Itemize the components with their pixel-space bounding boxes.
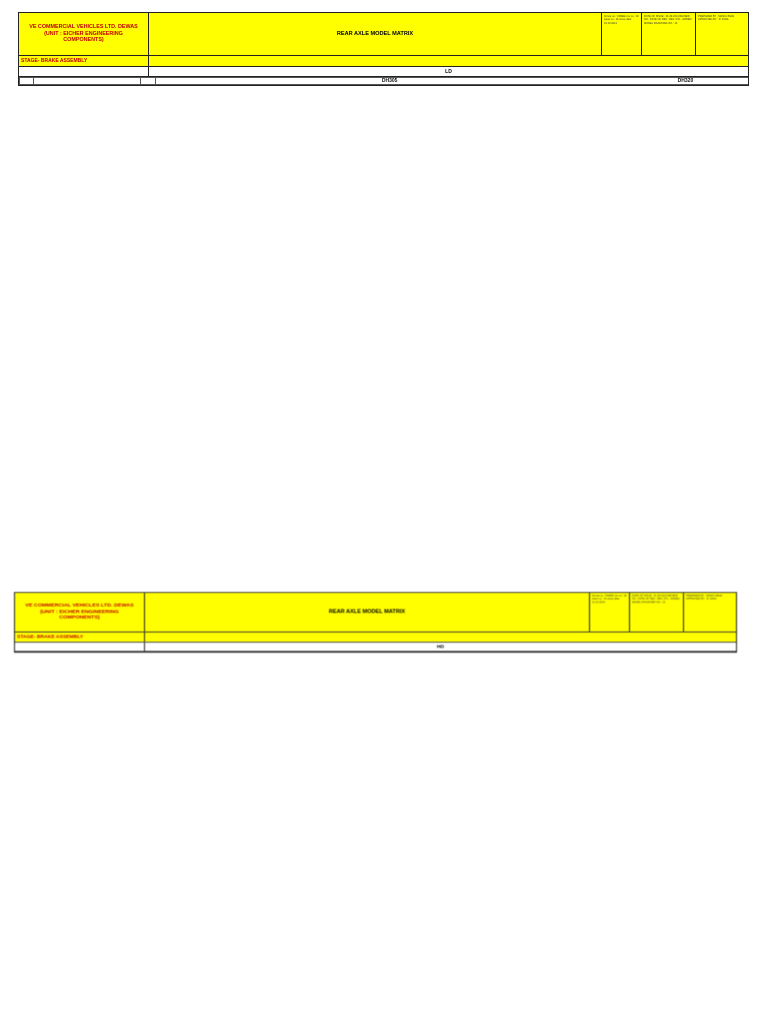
duty-label: LD (445, 69, 452, 75)
model-matrix-table-ld (19, 77, 748, 85)
header-spacer (34, 78, 141, 85)
stage-row-hd (15, 632, 736, 642)
duty-band (19, 67, 748, 77)
matrix-sheet-ld (18, 12, 749, 86)
stage-row (19, 56, 748, 67)
company-name-hd: VE COMMERCIAL VEHICLES LTD. DEWAS (25, 602, 134, 609)
matrix-sheet-hd (14, 592, 737, 653)
stage-fill (149, 56, 748, 66)
company-unit-cont: COMPONENTS) (63, 37, 104, 44)
header-spacer (20, 78, 34, 85)
duty-label-hd: HD (436, 644, 445, 650)
group-header-row (20, 78, 749, 85)
model-group-group_a: DH305 (156, 78, 623, 85)
doc-revision-info: DATE OF ISSUE : 01.09.2014 REVIEW NO.: DATE OF REV.: REV. DTL : ADDED MODEL RA418 REF NO.: 13 (642, 13, 696, 55)
doc-approval-info-hd: PREPARED BY : MANOJ BHAI APPROVED BY : R. DHAL (684, 593, 736, 632)
duty-band-hd (15, 643, 736, 652)
doc-format-info: format no.: FM/EE/ rev no.: 02 issue no.: 01 issue date: 01.10.2014 (602, 13, 642, 55)
company-block-hd (15, 593, 145, 632)
stage-label: STAGE- BRAKE ASSEMBLY (19, 56, 149, 66)
band-spacer (19, 67, 149, 76)
page-title-hd: REAR AXLE MODEL MATRIX (145, 593, 590, 632)
company-block (19, 13, 149, 55)
company-unit: (UNIT : EICHER ENGINEERING (44, 30, 123, 37)
page-title: REAR AXLE MODEL MATRIX (149, 13, 602, 55)
company-name: VE COMMERCIAL VEHICLES LTD. DEWAS (29, 23, 138, 30)
stage-label-hd: STAGE- BRAKE ASSEMBLY (15, 632, 145, 641)
header-spacer (141, 78, 156, 85)
stage-fill-hd (145, 632, 736, 641)
doc-revision-info-hd: DATE OF ISSUE : 01.09.2014 REVIEW NO.: DATE OF REV.: REV. DTL : ADDED MODEL RA418 REF NO.: 13 (630, 593, 684, 632)
doc-format-info-hd: format no.: FM/EE/ rev no.: 02 issue no.: 01 issue date: 01.10.2014 (590, 593, 630, 632)
company-unit-cont-hd: COMPONENTS) (59, 615, 100, 621)
sheet-header-hd (15, 593, 736, 633)
sheet-header (19, 13, 748, 56)
company-unit-hd: (UNIT : EICHER ENGINEERING (40, 609, 119, 615)
model-group-group_b: DH320 (623, 78, 748, 85)
doc-approval-info: PREPARED BY : MANOJ BHAI APPROVED BY : R. DHAL (696, 13, 748, 55)
band-spacer-hd (15, 643, 145, 651)
